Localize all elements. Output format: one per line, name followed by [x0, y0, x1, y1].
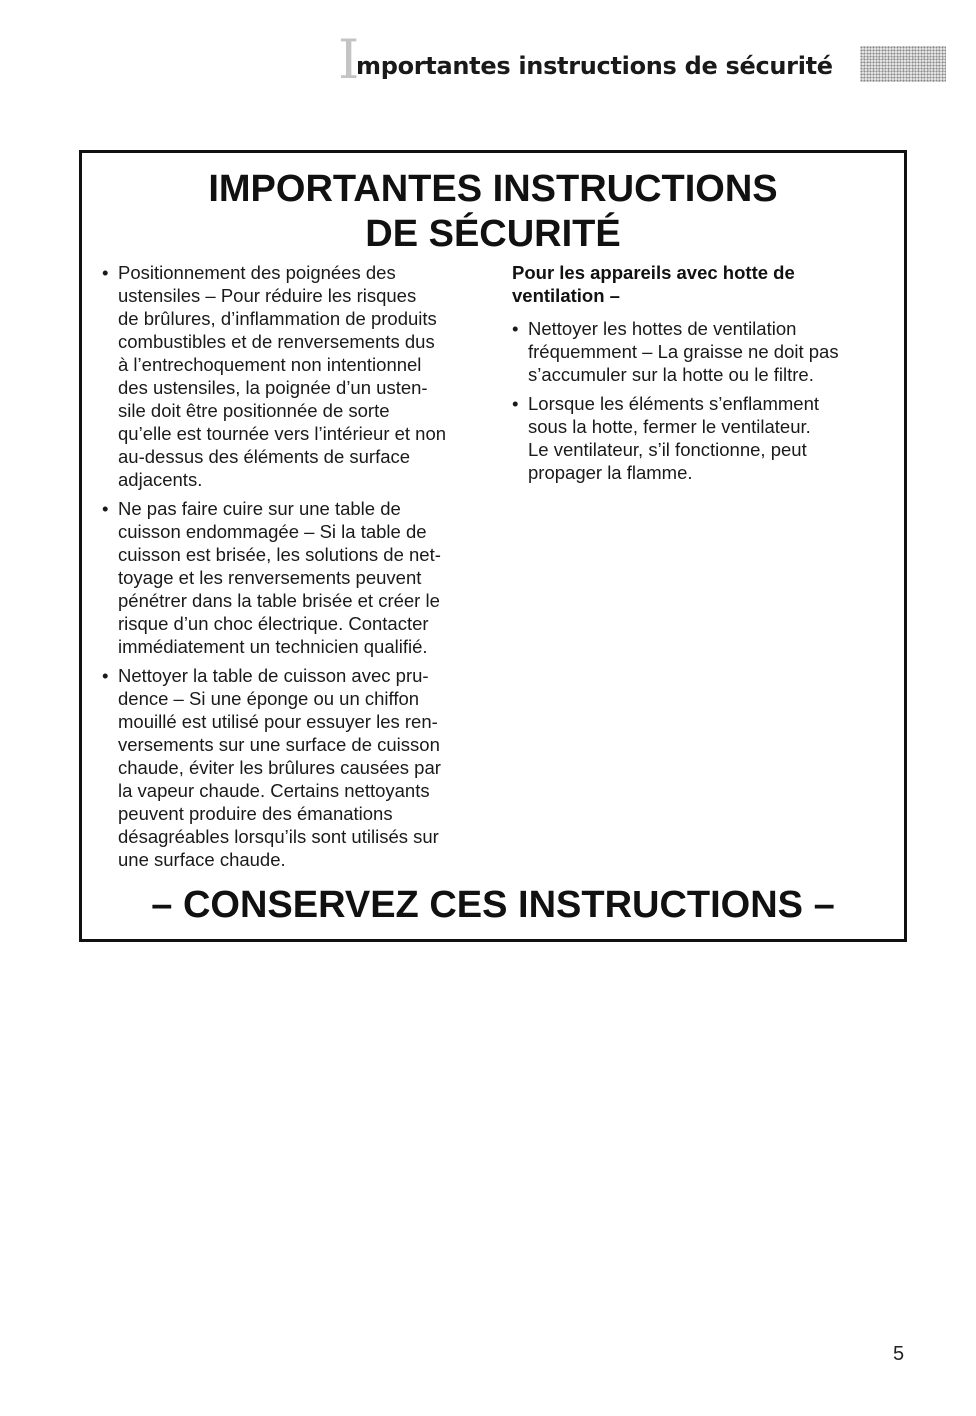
item-line: toyage et les renversements peuvent — [118, 567, 422, 588]
left-column — [102, 261, 482, 877]
item-line: mouillé est utilisé pour essuyer les ren- — [118, 711, 438, 732]
safety-instructions-box — [79, 150, 907, 942]
page-header — [330, 30, 950, 90]
item-line: des ustensiles, la poignée d’un usten- — [118, 377, 428, 398]
bullet-icon: • — [512, 393, 519, 414]
item-line: au-dessus des éléments de surface — [118, 446, 411, 467]
item-line: la vapeur chaude. Certains nettoyants — [118, 780, 430, 801]
item-line: peuvent produire des émanations — [118, 803, 393, 824]
box-title-line-1: IMPORTANTES INSTRUCTIONS — [208, 168, 778, 210]
item-line: sile doit être positionnée de sorte — [118, 400, 390, 421]
right-column — [512, 261, 882, 490]
item-line: à l’entrechoquement non intentionnel — [118, 354, 422, 375]
item-line: Lorsque les éléments s’enflamment — [528, 393, 820, 414]
item-line: sous la hotte, fermer le ventilateur. — [528, 416, 811, 437]
save-instructions-footer: – CONSERVEZ CES INSTRUCTIONS – — [151, 884, 835, 926]
header-drop-initial: I — [338, 28, 360, 91]
item-line: combustibles et de renversements dus — [118, 331, 435, 352]
bullet-icon: • — [102, 498, 109, 519]
item-line: dence – Si une éponge ou un chiffon — [118, 688, 420, 709]
header-decorative-pattern — [860, 46, 946, 82]
bullet-icon: • — [512, 318, 519, 339]
heading-line: Pour les appareils avec hotte de — [512, 262, 795, 283]
item-line: ustensiles – Pour réduire les risques — [118, 285, 417, 306]
item-line: propager la flamme. — [528, 462, 693, 483]
item-line: adjacents. — [118, 469, 203, 490]
item-line: Le ventilateur, s’il fonctionne, peut — [528, 439, 807, 460]
item-line: s’accumuler sur la hotte ou le filtre. — [528, 364, 814, 385]
item-line: Nettoyer les hottes de ventilation — [528, 318, 797, 339]
item-line: de brûlures, d’inflammation de produits — [118, 308, 437, 329]
heading-line: ventilation – — [512, 285, 620, 306]
bullet-icon: • — [102, 262, 109, 283]
safety-item-clean-carefully — [102, 664, 482, 871]
item-line: cuisson est brisée, les solutions de net- — [118, 544, 441, 565]
item-line: versements sur une surface de cuisson — [118, 734, 440, 755]
item-line: qu’elle est tournée vers l’intérieur et non — [118, 423, 447, 444]
item-line: désagréables lorsqu’ils sont utilisés sur — [118, 826, 439, 847]
safety-item-damaged-cooktop — [102, 497, 482, 658]
safety-item-cookware-handles — [102, 261, 482, 491]
box-title-line-2: DE SÉCURITÉ — [365, 213, 621, 255]
item-line: Positionnement des poignées des — [118, 262, 396, 283]
item-line: Nettoyer la table de cuisson avec pru- — [118, 665, 429, 686]
box-title — [82, 167, 904, 257]
item-line: pénétrer dans la table brisée et créer le — [118, 590, 440, 611]
item-line: chaude, éviter les brûlures causées par — [118, 757, 441, 778]
item-line: risque d’un choc électrique. Contacter — [118, 613, 429, 634]
item-line: Ne pas faire cuire sur une table de — [118, 498, 401, 519]
page-number: 5 — [893, 1343, 905, 1365]
safety-item-clean-hoods — [512, 317, 882, 386]
item-line: fréquemment – La graisse ne doit pas — [528, 341, 839, 362]
bullet-icon: • — [102, 665, 109, 686]
item-line: immédiatement un technicien qualifié. — [118, 636, 428, 657]
item-line: une surface chaude. — [118, 849, 286, 870]
item-line: cuisson endommagée – Si la table de — [118, 521, 427, 542]
safety-item-flaming-under-hood — [512, 392, 882, 484]
ventilation-hood-heading — [512, 261, 882, 307]
header-title: mportantes instructions de sécurité — [356, 52, 833, 80]
